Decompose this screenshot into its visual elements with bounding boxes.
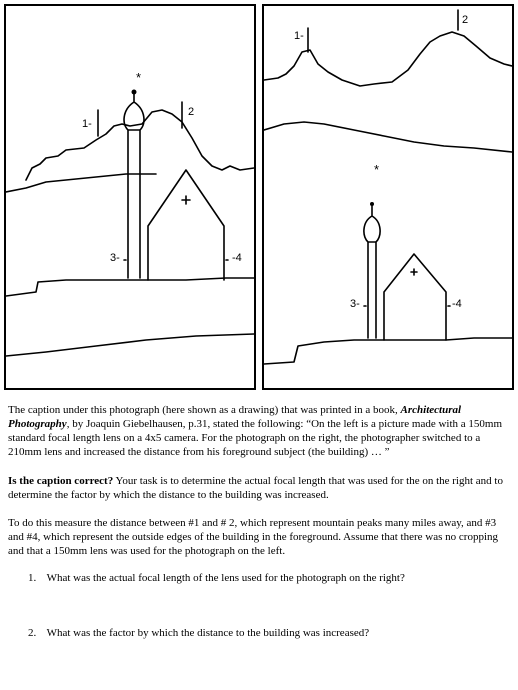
left-church-building [148, 170, 224, 280]
right-ground-line [264, 338, 512, 364]
question-1-number: 1. [28, 572, 37, 584]
task-question: Is the caption correct? [8, 475, 114, 487]
left-label-2: 2 [188, 106, 195, 118]
question-2-text: What was the factor by which the distance to the building was increased? [46, 627, 370, 639]
left-label-3: 3- [110, 252, 120, 264]
left-label-1: 1- [82, 118, 92, 130]
question-1-text: What was the actual focal length of the lens used for the photograph on the right? [46, 572, 405, 584]
question-1 [28, 571, 405, 585]
instructions-paragraph: To do this measure the distance between #1 and # 2, which represent mountain peaks many miles away, and #3 and #4, which represent the outside edges of the building in the foreground. Assume that there was no cropping and that a 150mm lens was used for the photograph on the left. [8, 517, 498, 557]
book-title: Architectural Photography [8, 404, 462, 430]
task-description: Your task is to determine the actual focal length that was used for the on the right and to determine the factor by which the distance to the building was increased. [8, 475, 503, 501]
right-label-4: -4 [452, 298, 462, 310]
right-drawing-panel [262, 4, 514, 390]
question-2-number: 2. [28, 627, 37, 639]
left-label-4: -4 [232, 252, 242, 264]
right-label-3: 3- [350, 298, 360, 310]
right-church-building [384, 254, 446, 340]
right-scene-drawing [264, 6, 512, 388]
caption-intro: The caption under this photograph (here shown as a drawing) that was printed in a book, [8, 404, 401, 416]
left-church-tower [124, 94, 144, 278]
right-label-2: 2 [462, 14, 469, 26]
left-church-cross [182, 196, 190, 204]
right-church-cross [411, 269, 417, 275]
left-tower-finial [132, 90, 137, 95]
right-star-mark: * [374, 162, 380, 177]
right-church-tower [364, 206, 380, 338]
right-middle-ridge [264, 122, 512, 152]
right-tower-finial [370, 202, 374, 206]
caption-quote: , by Joaquin Giebelhausen, p.31, stated the following: “On the left is a picture made with a 150mm standard focal length lens on a 4x5 camera. For the photograph on the right, the photographer switched to a 210mm lens and increased the distance from his foreground subject (the building) … ” [8, 418, 503, 458]
left-ground-lower [6, 334, 254, 356]
question-2 [28, 626, 369, 640]
left-star-mark: * [136, 70, 142, 85]
right-label-1: 1- [294, 30, 304, 42]
left-scene-drawing [6, 6, 254, 388]
caption-paragraph [8, 403, 513, 459]
left-drawing-panel [4, 4, 256, 390]
left-ground-line [6, 278, 254, 296]
task-paragraph [8, 474, 513, 502]
